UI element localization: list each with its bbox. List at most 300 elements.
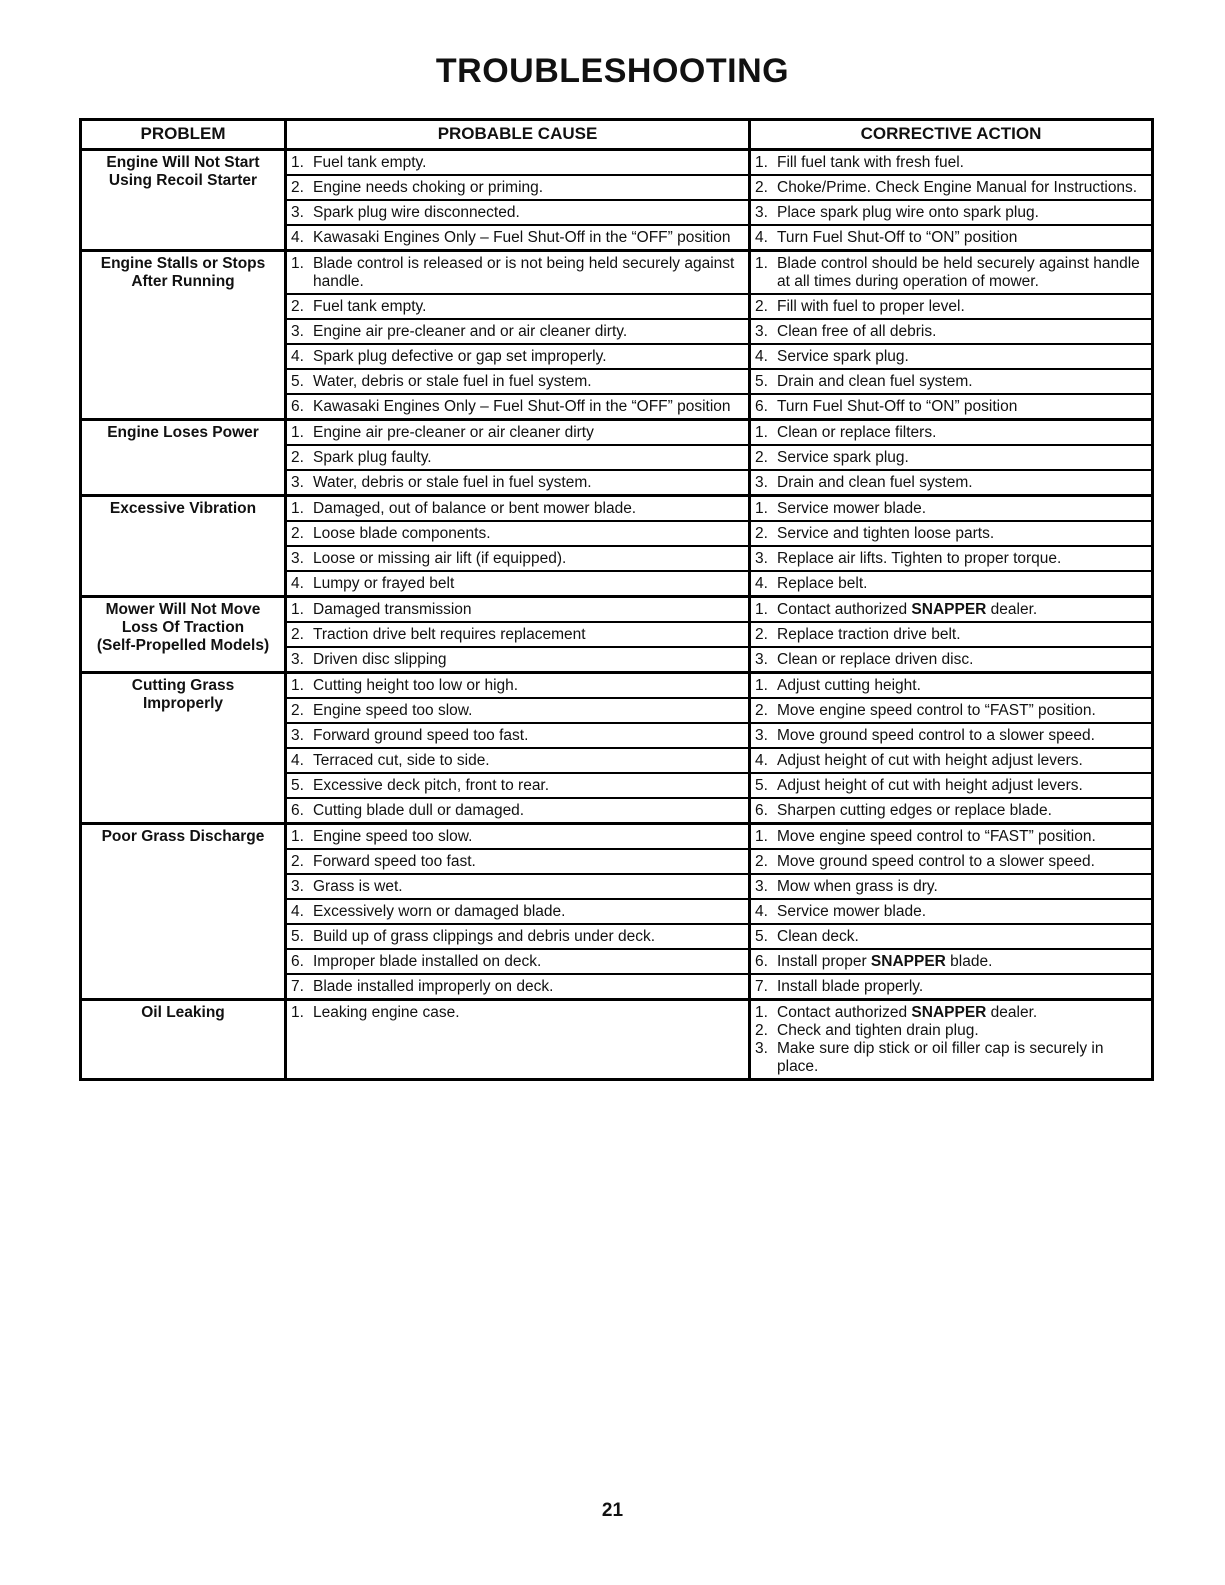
item-text: dealer. — [990, 1004, 1038, 1021]
item-number: 3. — [755, 550, 768, 567]
action-cell — [750, 521, 1153, 546]
item-text: Clean or replace filters. — [777, 424, 937, 441]
list-item — [291, 373, 744, 391]
item-text: Fuel tank empty. — [313, 298, 427, 315]
item-text: Cutting height too low or high. — [313, 677, 519, 694]
list-item — [755, 449, 1147, 467]
item-text: Excessive deck pitch, front to rear. — [313, 777, 550, 794]
list-item — [755, 601, 1147, 619]
list-item — [291, 903, 744, 921]
item-text: Loose blade components. — [313, 525, 491, 542]
item-text: Move engine speed control to “FAST” position. — [777, 702, 1096, 719]
item-text: Grass is wet. — [313, 878, 403, 895]
list-item — [291, 474, 744, 492]
item-number: 1. — [755, 424, 768, 441]
action-cell — [750, 344, 1153, 369]
cause-cell — [286, 924, 750, 949]
item-text: Fuel tank empty. — [313, 154, 427, 171]
item-number: 1. — [291, 255, 304, 272]
item-text: Service mower blade. — [777, 500, 927, 517]
list-item — [755, 677, 1147, 695]
item-text: Fill fuel tank with fresh fuel. — [777, 154, 964, 171]
cause-cell — [286, 949, 750, 974]
list-item — [291, 828, 744, 846]
table-row — [81, 251, 1153, 295]
problem-cell — [81, 1000, 286, 1080]
cause-cell — [286, 369, 750, 394]
list-item — [755, 878, 1147, 896]
item-text: Contact authorized — [777, 1004, 908, 1021]
cause-cell — [286, 899, 750, 924]
action-cell — [750, 949, 1153, 974]
action-cell — [750, 319, 1153, 344]
problem-text: Engine Loses Power — [107, 424, 259, 441]
item-text: Clean or replace driven disc. — [777, 651, 974, 668]
list-item — [755, 953, 1147, 971]
cause-cell — [286, 251, 750, 295]
list-item — [291, 853, 744, 871]
list-item — [755, 1040, 1147, 1076]
table-row — [81, 420, 1153, 446]
list-item — [755, 777, 1147, 795]
item-text: Adjust cutting height. — [777, 677, 921, 694]
item-text: Spark plug faulty. — [313, 449, 432, 466]
cause-cell — [286, 546, 750, 571]
cause-cell — [286, 496, 750, 522]
cause-cell — [286, 394, 750, 420]
item-text: Improper blade installed on deck. — [313, 953, 542, 970]
list-item — [755, 727, 1147, 745]
item-text: Loose or missing air lift (if equipped). — [313, 550, 567, 567]
action-cell — [750, 420, 1153, 446]
list-item — [755, 626, 1147, 644]
header-corrective-action: CORRECTIVE ACTION — [750, 120, 1153, 150]
item-number: 2. — [291, 449, 304, 466]
item-number: 2. — [291, 179, 304, 196]
cause-cell — [286, 420, 750, 446]
item-number: 2. — [755, 449, 768, 466]
item-number: 6. — [755, 953, 768, 970]
list-item — [755, 179, 1147, 197]
list-item — [291, 348, 744, 366]
item-number: 1. — [291, 677, 304, 694]
cause-cell — [286, 571, 750, 597]
action-cell — [750, 175, 1153, 200]
action-cell — [750, 546, 1153, 571]
item-text: Engine speed too slow. — [313, 828, 473, 845]
action-cell — [750, 824, 1153, 850]
page-number: 21 — [601, 1500, 624, 1521]
item-number: 4. — [755, 752, 768, 769]
list-item — [755, 550, 1147, 568]
list-item — [291, 802, 744, 820]
list-item — [755, 154, 1147, 172]
list-item — [755, 229, 1147, 247]
item-text: Engine air pre-cleaner and or air cleaner dirty. — [313, 323, 628, 340]
item-number: 3. — [291, 651, 304, 668]
list-item — [291, 626, 744, 644]
list-item — [291, 651, 744, 669]
list-item — [755, 298, 1147, 316]
item-number: 1. — [755, 154, 768, 171]
item-text: dealer. — [990, 601, 1038, 618]
brand-name: SNAPPER — [870, 953, 946, 970]
item-text: Replace traction drive belt. — [777, 626, 961, 643]
item-number: 1. — [755, 1004, 768, 1021]
list-item — [291, 323, 744, 341]
cause-cell — [286, 798, 750, 824]
action-cell — [750, 294, 1153, 319]
list-item — [291, 398, 744, 416]
item-number: 3. — [755, 323, 768, 340]
brand-name: SNAPPER — [911, 601, 987, 618]
item-number: 6. — [755, 802, 768, 819]
item-number: 2. — [291, 525, 304, 542]
list-item — [755, 373, 1147, 391]
item-text: Sharpen cutting edges or replace blade. — [777, 802, 1052, 819]
problem-cell — [81, 496, 286, 597]
item-text: Service mower blade. — [777, 903, 927, 920]
action-cell — [750, 798, 1153, 824]
item-number: 4. — [291, 752, 304, 769]
item-number: 5. — [291, 373, 304, 390]
item-number: 6. — [291, 398, 304, 415]
item-text: Forward ground speed too fast. — [313, 727, 529, 744]
item-number: 1. — [291, 601, 304, 618]
action-cell — [750, 647, 1153, 673]
list-item — [291, 978, 744, 996]
item-number: 4. — [291, 348, 304, 365]
item-number: 2. — [755, 1022, 768, 1039]
list-item — [291, 601, 744, 619]
cause-cell — [286, 175, 750, 200]
item-number: 3. — [755, 651, 768, 668]
action-cell — [750, 571, 1153, 597]
list-item — [755, 255, 1147, 291]
problem-text: Using Recoil Starter — [108, 172, 258, 189]
action-cell — [750, 251, 1153, 295]
item-number: 4. — [755, 229, 768, 246]
item-number: 1. — [291, 424, 304, 441]
item-number: 4. — [755, 575, 768, 592]
action-cell — [750, 698, 1153, 723]
table-row — [81, 496, 1153, 522]
list-item — [291, 878, 744, 896]
cause-cell — [286, 344, 750, 369]
list-item — [291, 702, 744, 720]
action-cell — [750, 974, 1153, 1000]
item-text: Move engine speed control to “FAST” position. — [777, 828, 1096, 845]
list-item — [291, 752, 744, 770]
problem-text: After Running — [131, 273, 235, 290]
table-header-row — [81, 120, 1153, 150]
list-item — [755, 323, 1147, 341]
action-cell — [750, 369, 1153, 394]
item-text: Install blade properly. — [777, 978, 924, 995]
item-number: 3. — [755, 727, 768, 744]
list-item — [291, 953, 744, 971]
problem-text: Cutting Grass — [131, 677, 235, 694]
item-number: 2. — [291, 298, 304, 315]
item-number: 2. — [755, 702, 768, 719]
table-row — [81, 1000, 1153, 1080]
action-cell — [750, 924, 1153, 949]
item-number: 2. — [755, 298, 768, 315]
table-row — [81, 597, 1153, 623]
problem-text: Engine Will Not Start — [106, 154, 260, 171]
list-item — [291, 677, 744, 695]
cause-cell — [286, 521, 750, 546]
item-number: 4. — [291, 229, 304, 246]
item-number: 3. — [755, 474, 768, 491]
action-cell — [750, 225, 1153, 251]
action-cell — [750, 849, 1153, 874]
item-number: 2. — [755, 525, 768, 542]
item-number: 1. — [755, 677, 768, 694]
item-text: Replace air lifts. Tighten to proper torque. — [777, 550, 1062, 567]
item-text: Choke/Prime. Check Engine Manual for Instructions. — [777, 179, 1138, 196]
item-text: Adjust height of cut with height adjust levers. — [777, 777, 1083, 794]
item-text: Place spark plug wire onto spark plug. — [777, 204, 1039, 221]
header-probable-cause: PROBABLE CAUSE — [286, 120, 750, 150]
item-number: 3. — [755, 1040, 768, 1057]
action-cell — [750, 899, 1153, 924]
item-number: 5. — [755, 373, 768, 390]
action-cell — [750, 200, 1153, 225]
item-text: Spark plug defective or gap set improperly. — [313, 348, 607, 365]
list-item — [291, 727, 744, 745]
item-number: 1. — [755, 828, 768, 845]
list-item — [755, 1022, 1147, 1040]
list-item — [291, 1004, 744, 1022]
item-text: Damaged, out of balance or bent mower blade. — [313, 500, 637, 517]
item-number: 3. — [755, 204, 768, 221]
item-number: 2. — [291, 626, 304, 643]
item-number: 6. — [291, 953, 304, 970]
item-text: Lumpy or frayed belt — [313, 575, 455, 592]
cause-cell — [286, 225, 750, 251]
action-cell — [750, 622, 1153, 647]
item-number: 2. — [291, 853, 304, 870]
list-item — [291, 449, 744, 467]
list-item — [755, 853, 1147, 871]
item-number: 1. — [755, 601, 768, 618]
item-number: 2. — [755, 179, 768, 196]
item-text: Blade control is released or is not being held securely against handle. — [313, 255, 735, 290]
item-number: 3. — [291, 550, 304, 567]
item-number: 3. — [291, 323, 304, 340]
item-number: 7. — [291, 978, 304, 995]
list-item — [755, 398, 1147, 416]
item-text: Excessively worn or damaged blade. — [313, 903, 566, 920]
item-text: Engine air pre-cleaner or air cleaner dirty — [313, 424, 594, 441]
list-item — [291, 204, 744, 222]
page-title: TROUBLESHOOTING — [435, 52, 790, 90]
list-item — [755, 651, 1147, 669]
item-number: 6. — [291, 802, 304, 819]
item-number: 3. — [291, 878, 304, 895]
cause-cell — [286, 470, 750, 496]
item-number: 5. — [755, 928, 768, 945]
item-number: 3. — [755, 878, 768, 895]
item-text: Driven disc slipping — [313, 651, 447, 668]
problem-cell — [81, 673, 286, 824]
item-text: Blade installed improperly on deck. — [313, 978, 554, 995]
item-text: Drain and clean fuel system. — [777, 373, 973, 390]
item-text: Service spark plug. — [777, 449, 909, 466]
action-cell — [750, 445, 1153, 470]
problem-cell — [81, 597, 286, 673]
header-problem: PROBLEM — [81, 120, 286, 150]
item-text: Water, debris or stale fuel in fuel system. — [313, 373, 592, 390]
item-text: Make sure dip stick or oil filler cap is securely in place. — [777, 1040, 1104, 1075]
cause-cell — [286, 748, 750, 773]
list-item — [755, 903, 1147, 921]
cause-cell — [286, 874, 750, 899]
list-item — [291, 179, 744, 197]
item-number: 5. — [755, 777, 768, 794]
list-item — [755, 525, 1147, 543]
item-number: 4. — [291, 903, 304, 920]
problem-text: Improperly — [142, 695, 224, 712]
cause-cell — [286, 773, 750, 798]
item-text: Drain and clean fuel system. — [777, 474, 973, 491]
list-item — [755, 978, 1147, 996]
cause-cell — [286, 698, 750, 723]
list-item — [755, 928, 1147, 946]
list-item — [755, 752, 1147, 770]
item-text: Clean deck. — [777, 928, 859, 945]
action-cell — [750, 150, 1153, 176]
cause-cell — [286, 200, 750, 225]
action-cell — [750, 673, 1153, 699]
cause-cell — [286, 673, 750, 699]
list-item — [755, 348, 1147, 366]
problem-text: (Self-Propelled Models) — [96, 637, 270, 654]
item-text: Damaged transmission — [313, 601, 472, 618]
action-cell — [750, 874, 1153, 899]
item-text: Forward speed too fast. — [313, 853, 476, 870]
table-row — [81, 673, 1153, 699]
item-text: Service spark plug. — [777, 348, 909, 365]
item-text: Move ground speed control to a slower speed. — [777, 727, 1095, 744]
cause-cell — [286, 824, 750, 850]
item-text: Install proper — [777, 953, 867, 970]
item-text: Turn Fuel Shut-Off to “ON” position — [777, 229, 1018, 246]
action-cell — [750, 773, 1153, 798]
item-number: 2. — [755, 626, 768, 643]
cause-cell — [286, 974, 750, 1000]
item-number: 6. — [755, 398, 768, 415]
item-text: Adjust height of cut with height adjust levers. — [777, 752, 1083, 769]
problem-cell — [81, 150, 286, 251]
action-cell — [750, 597, 1153, 623]
list-item — [291, 525, 744, 543]
item-text: Kawasaki Engines Only – Fuel Shut-Off in the “OFF” position — [313, 398, 731, 415]
item-number: 4. — [291, 575, 304, 592]
list-item — [291, 928, 744, 946]
table-row — [81, 824, 1153, 850]
cause-cell — [286, 622, 750, 647]
item-number: 5. — [291, 928, 304, 945]
cause-cell — [286, 445, 750, 470]
problem-cell — [81, 824, 286, 1000]
item-number: 4. — [755, 903, 768, 920]
list-item — [291, 154, 744, 172]
item-number: 3. — [291, 727, 304, 744]
problem-cell — [81, 420, 286, 496]
item-text: Blade control should be held securely against handle at all times during operation of mower. — [777, 255, 1140, 290]
cause-cell — [286, 849, 750, 874]
brand-name: SNAPPER — [911, 1004, 987, 1021]
item-number: 2. — [755, 853, 768, 870]
item-number: 1. — [291, 828, 304, 845]
item-text: blade. — [950, 953, 993, 970]
list-item — [291, 255, 744, 291]
problem-text: Loss Of Traction — [121, 619, 245, 636]
item-number: 5. — [291, 777, 304, 794]
problem-cell — [81, 251, 286, 420]
list-item — [755, 802, 1147, 820]
cause-cell — [286, 294, 750, 319]
item-text: Build up of grass clippings and debris under deck. — [313, 928, 656, 945]
list-item — [755, 474, 1147, 492]
cause-cell — [286, 150, 750, 176]
list-item — [291, 500, 744, 518]
action-cell — [750, 723, 1153, 748]
item-text: Fill with fuel to proper level. — [777, 298, 965, 315]
list-item — [755, 1004, 1147, 1022]
problem-text: Engine Stalls or Stops — [100, 255, 266, 272]
problem-text: Poor Grass Discharge — [101, 828, 265, 845]
item-number: 3. — [291, 474, 304, 491]
cause-cell — [286, 597, 750, 623]
list-item — [291, 424, 744, 442]
table-row — [81, 150, 1153, 176]
list-item — [291, 777, 744, 795]
item-number: 1. — [291, 154, 304, 171]
problem-text: Excessive Vibration — [109, 500, 257, 517]
cause-cell — [286, 1000, 750, 1080]
cause-cell — [286, 723, 750, 748]
item-number: 1. — [755, 255, 768, 272]
item-text: Mow when grass is dry. — [777, 878, 938, 895]
cause-cell — [286, 647, 750, 673]
list-item — [291, 575, 744, 593]
item-number: 7. — [755, 978, 768, 995]
action-cell — [750, 394, 1153, 420]
table-body — [81, 150, 1153, 1080]
item-number: 4. — [755, 348, 768, 365]
list-item — [755, 702, 1147, 720]
item-number: 2. — [291, 702, 304, 719]
troubleshooting-table — [79, 118, 1154, 1081]
item-text: Check and tighten drain plug. — [777, 1022, 979, 1039]
item-number: 1. — [291, 500, 304, 517]
item-text: Kawasaki Engines Only – Fuel Shut-Off in the “OFF” position — [313, 229, 731, 246]
list-item — [291, 298, 744, 316]
item-text: Terraced cut, side to side. — [313, 752, 490, 769]
item-text: Traction drive belt requires replacement — [313, 626, 586, 643]
problem-text: Oil Leaking — [141, 1004, 225, 1021]
list-item — [755, 575, 1147, 593]
list-item — [291, 229, 744, 247]
item-number: 1. — [291, 1004, 304, 1021]
item-text: Cutting blade dull or damaged. — [313, 802, 525, 819]
action-cell — [750, 470, 1153, 496]
action-cell — [750, 748, 1153, 773]
item-text: Water, debris or stale fuel in fuel system. — [313, 474, 592, 491]
